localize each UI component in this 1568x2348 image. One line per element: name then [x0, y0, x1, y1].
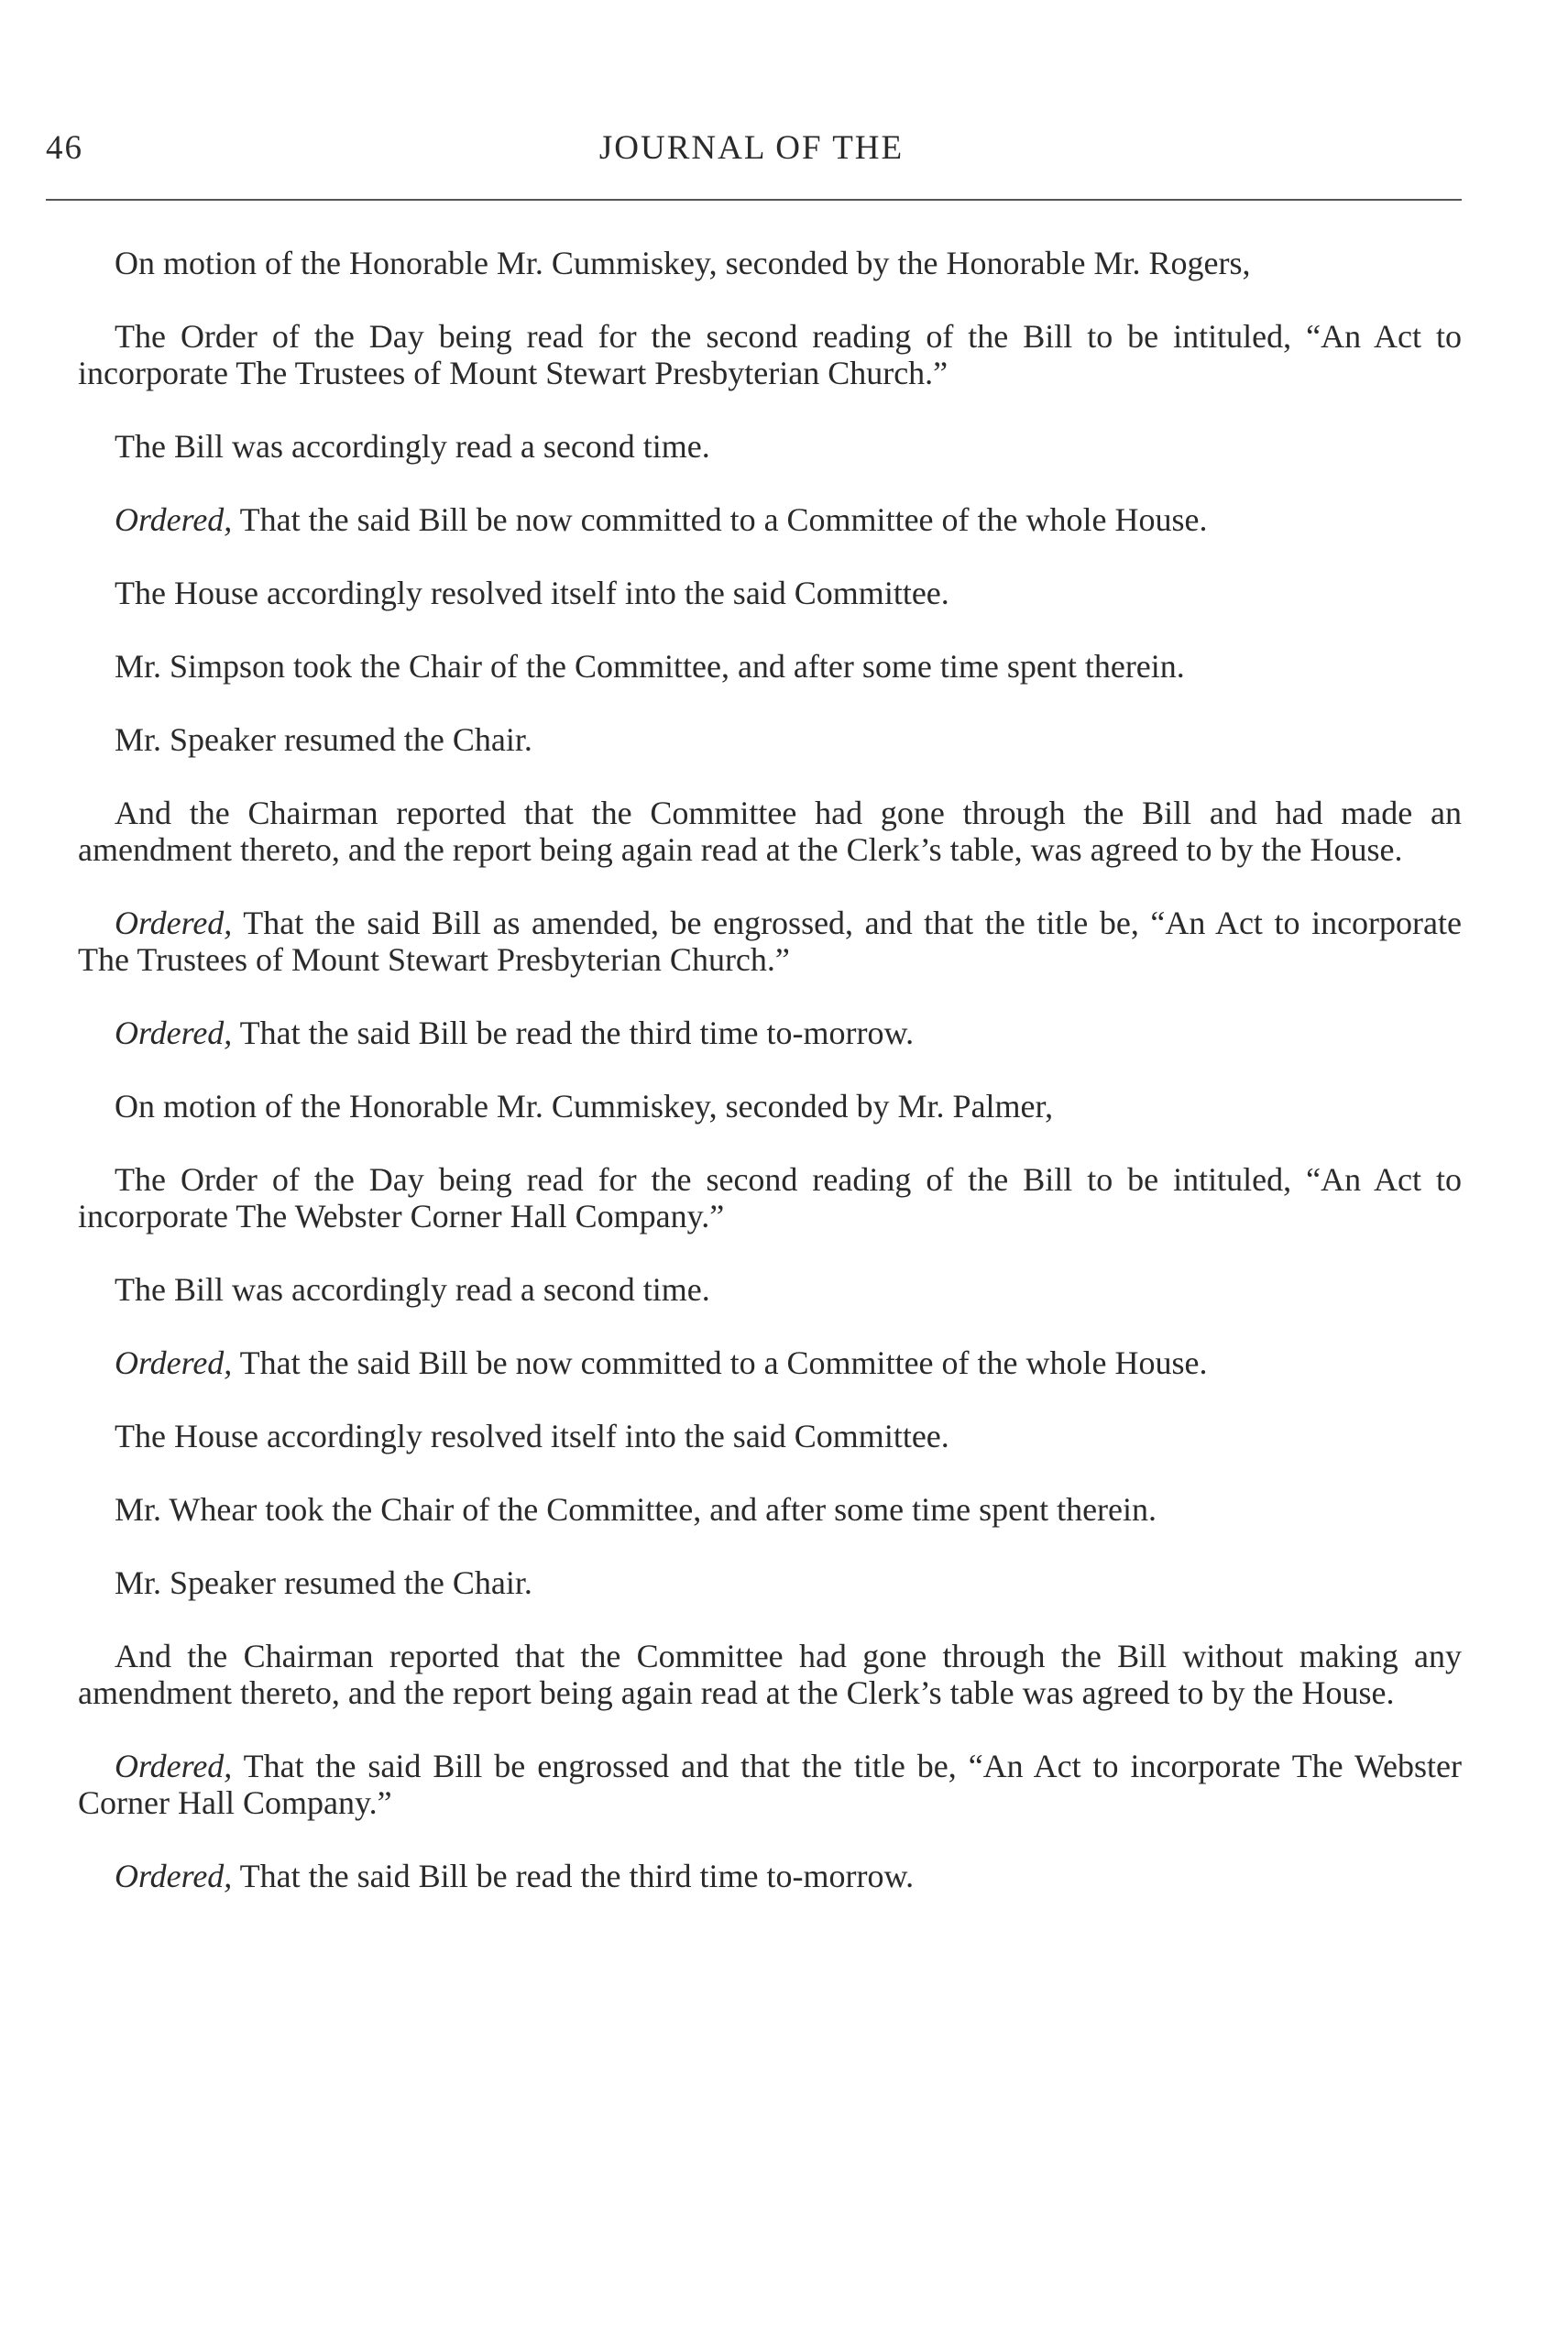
paragraph-speaker-resumed-2: Mr. Speaker resumed the Chair.: [115, 1564, 532, 1601]
paragraph-ordered-committed-2: Ordered, That the said Bill be now committed to a Committee of the whole House.: [115, 1344, 1208, 1381]
paragraph-ordered-committed-1: Ordered, That the said Bill be now committed to a Committee of the whole House.: [115, 501, 1208, 538]
paragraph-motion-2: On motion of the Honorable Mr. Cummiskey, seconded by Mr. Palmer,: [115, 1088, 1054, 1125]
paragraph-ordered-third-reading-2: Ordered, That the said Bill be read the third time to-morrow.: [115, 1858, 915, 1894]
header-rule: [46, 199, 1462, 201]
paragraph-second-reading-2: The Bill was accordingly read a second time.: [115, 1271, 710, 1308]
paragraph-second-reading-1: The Bill was accordingly read a second time.: [115, 428, 710, 465]
page-number: 46: [46, 129, 83, 167]
paragraph-chairman-reported-2: And the Chairman reported that the Committee had gone through the Bill without making any amendment thereto, and the report being again read at the Clerk’s table was agreed to by the House.: [78, 1638, 1462, 1711]
paragraph-order-of-day-1: The Order of the Day being read for the second reading of the Bill to be intituled, “An Act to incorporate The Trustees of Mount Stewart Presbyterian Church.”: [78, 318, 1462, 391]
running-head: [46, 128, 1457, 174]
paragraph-ordered-engrossed-2: Ordered, That the said Bill be engrossed and that the title be, “An Act to incorporate The Webster Corner Hall Company.”: [78, 1748, 1462, 1821]
journal-title: JOURNAL OF THE: [598, 129, 905, 167]
paragraph-chair-taken-2: Mr. Whear took the Chair of the Committee, and after some time spent therein.: [115, 1491, 1157, 1528]
paragraph-house-resolved-1: The House accordingly resolved itself into the said Committee.: [115, 575, 949, 611]
paragraph-chair-taken-1: Mr. Simpson took the Chair of the Committee, and after some time spent therein.: [115, 648, 1185, 685]
paragraph-speaker-resumed-1: Mr. Speaker resumed the Chair.: [115, 721, 532, 758]
paragraph-ordered-engrossed-1: Ordered, That the said Bill as amended, be engrossed, and that the title be, “An Act to incorporate The Trustees of Mount Stewart Presbyterian Church.”: [78, 905, 1462, 978]
paragraph-chairman-reported-1: And the Chairman reported that the Committee had gone through the Bill and had made an amendment thereto, and the report being again read at the Clerk’s table, was agreed to by the House.: [78, 795, 1462, 868]
paragraph-house-resolved-2: The House accordingly resolved itself into the said Committee.: [115, 1418, 949, 1454]
paragraph-motion-1: On motion of the Honorable Mr. Cummiskey, seconded by the Honorable Mr. Rogers,: [115, 245, 1251, 281]
paragraph-order-of-day-2: The Order of the Day being read for the second reading of the Bill to be intituled, “An Act to incorporate The Webster Corner Hall Company.”: [78, 1161, 1462, 1234]
paragraph-ordered-third-reading-1: Ordered, That the said Bill be read the third time to-morrow.: [115, 1015, 915, 1051]
journal-body: [78, 245, 1462, 1931]
